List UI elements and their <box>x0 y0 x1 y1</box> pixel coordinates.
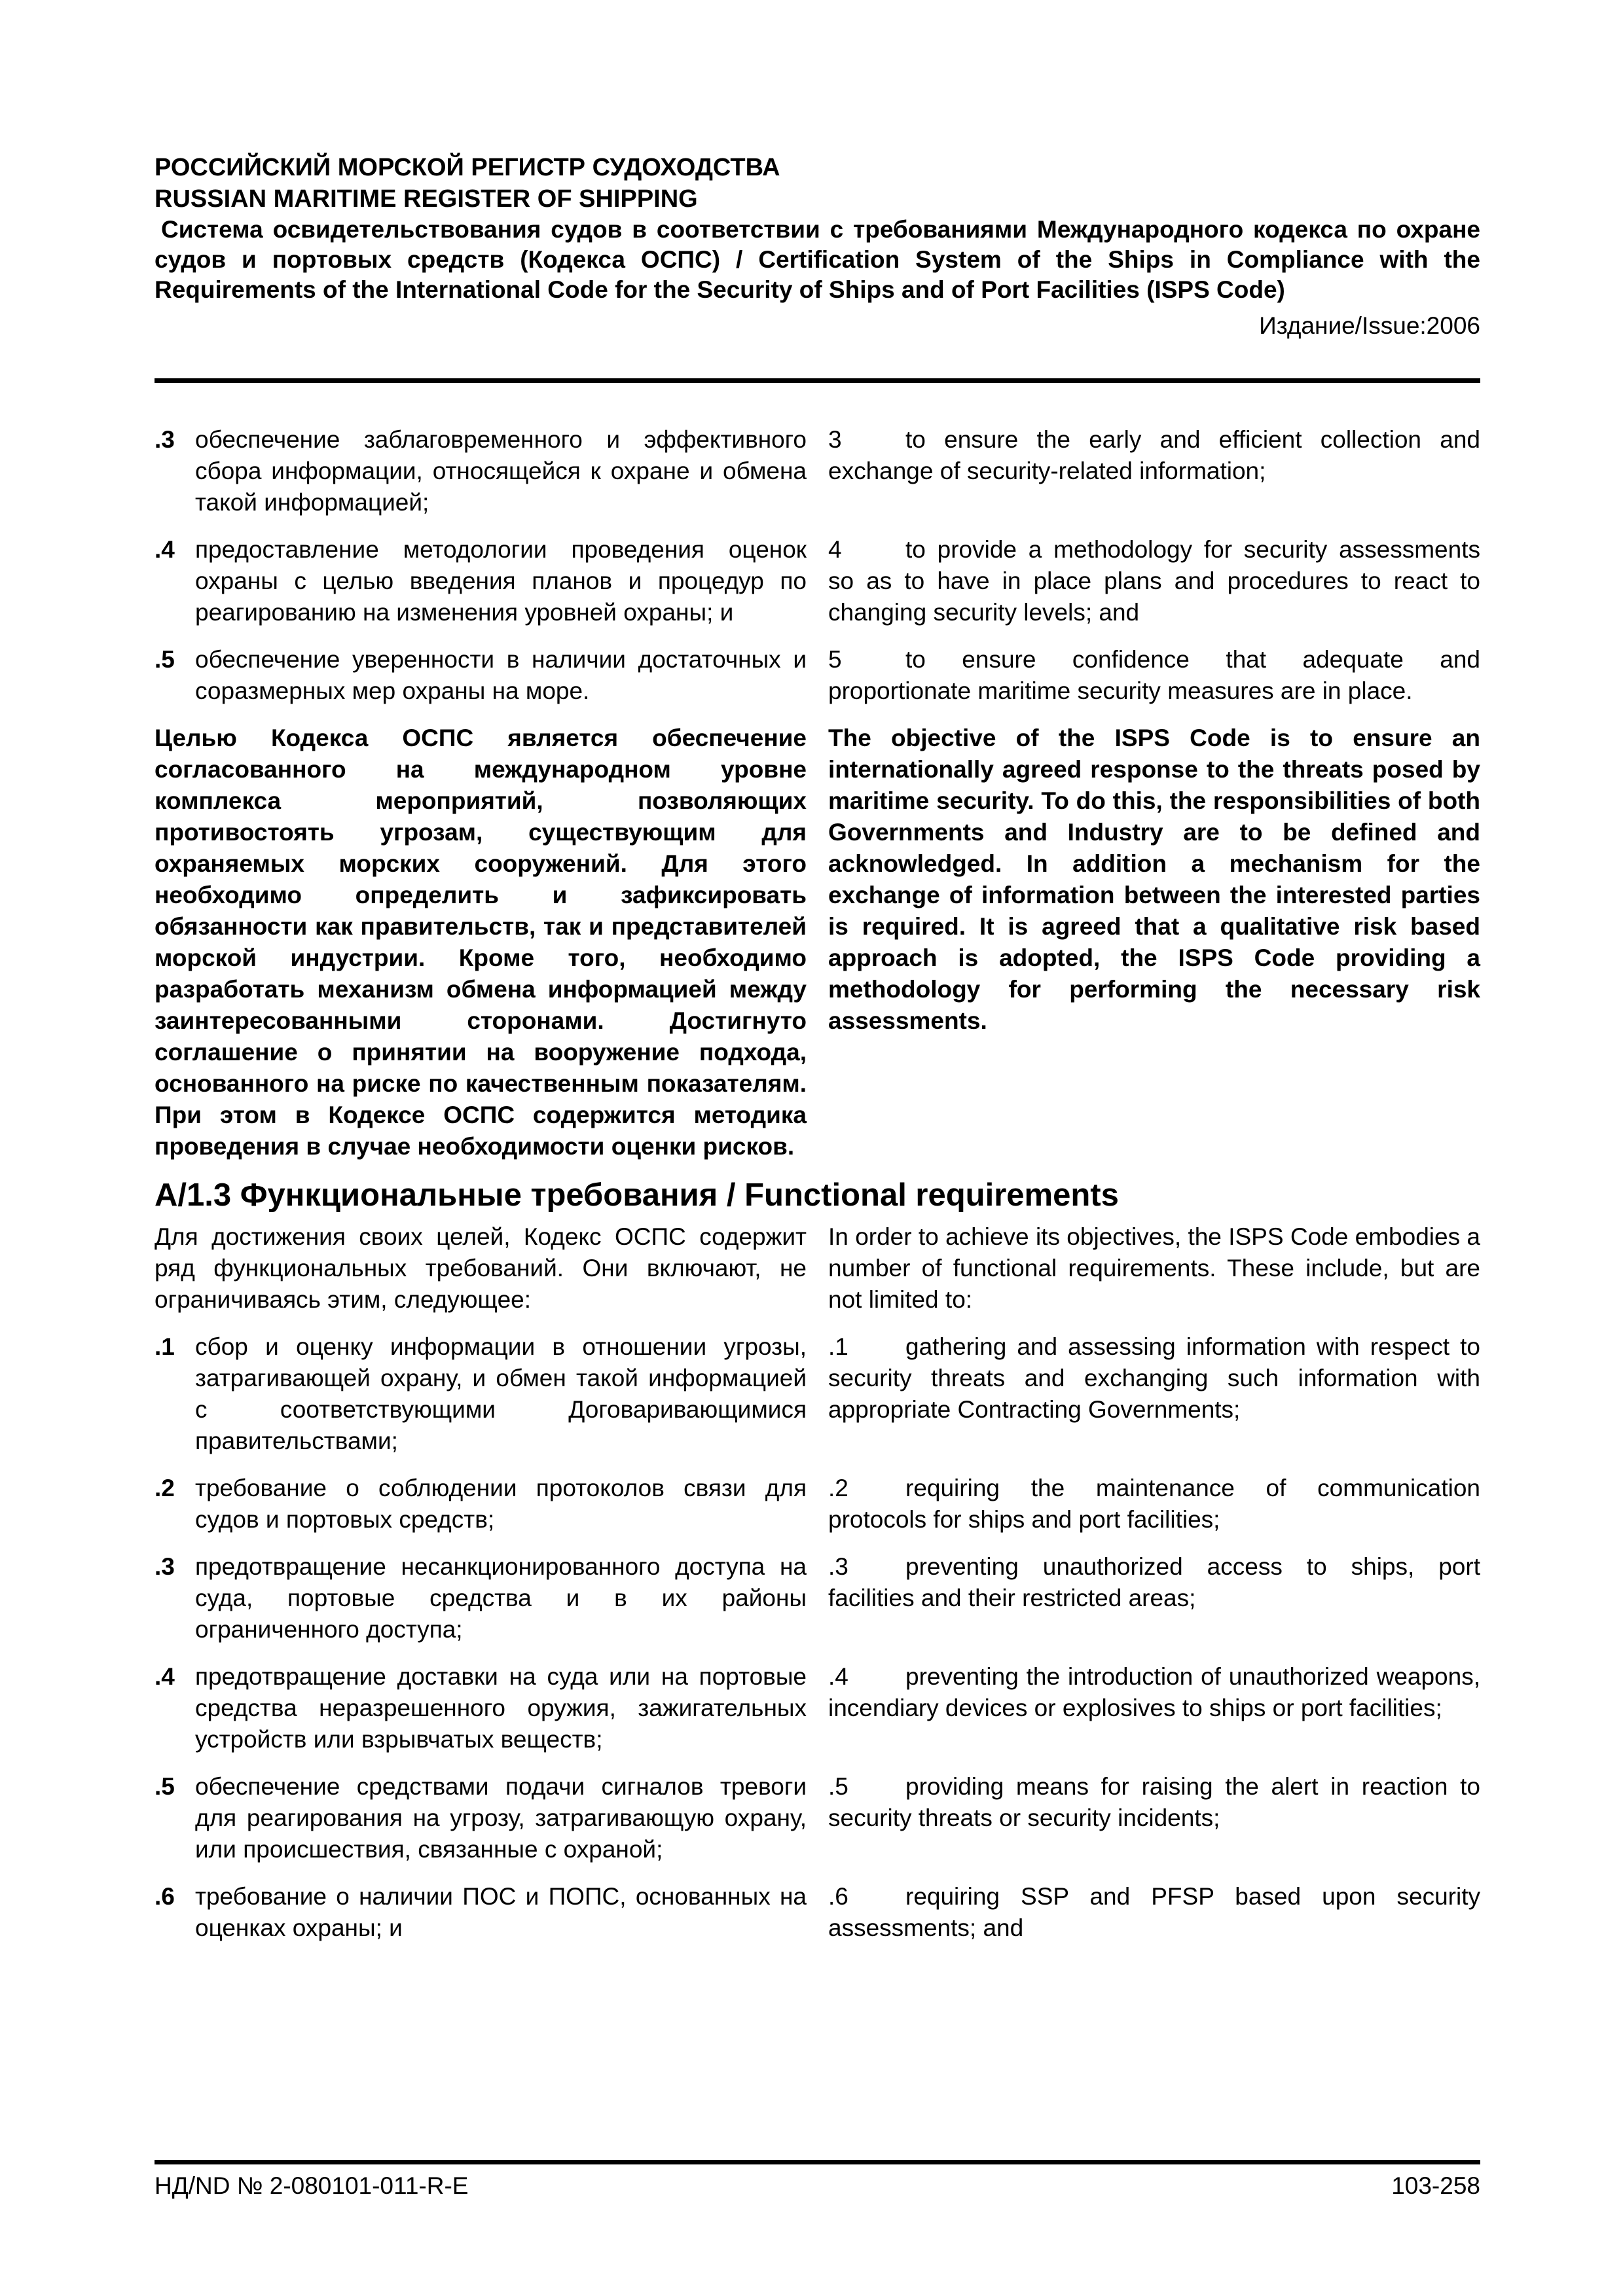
item-text-en: to ensure the early and efficient collection and exchange of security-related information; <box>828 426 1480 484</box>
list-item <box>155 1473 1480 1535</box>
item-text-ru: предотвращение доставки на суда или на портовые средства неразрешенного оружия, зажигательных устройств или взрывчатых веществ; <box>195 1663 807 1753</box>
list-item <box>155 534 1480 628</box>
org-name-en: RUSSIAN MARITIME REGISTER OF SHIPPING <box>155 185 698 213</box>
item-text-ru: требование о наличии ПОС и ПОПС, основанных на оценках охраны; и <box>195 1883 807 1941</box>
item-number-en: 3 <box>828 426 842 453</box>
section-heading: А/1.3 Функциональные требования / Functional requirements <box>155 1177 1119 1213</box>
item-text-ru: сбор и оценку информации в отношении угрозы, затрагивающей охрану, и обмен такой информацией с соответствующими Договаривающимися правительствами; <box>195 1333 807 1454</box>
list-item <box>155 1331 1480 1457</box>
item-number-ru: .4 <box>155 1663 175 1690</box>
item-text-en: preventing unauthorized access to ships, port facilities and their restricted areas; <box>828 1553 1480 1611</box>
org-name-ru: РОССИЙСКИЙ МОРСКОЙ РЕГИСТР СУДОХОДСТВА <box>155 154 780 181</box>
item-text-ru: требование о соблюдении протоколов связи для судов и портовых средств; <box>195 1475 807 1533</box>
issue-label: Издание/Issue:2006 <box>1259 312 1480 339</box>
item-number-en: .1 <box>828 1333 848 1360</box>
item-number-en: .6 <box>828 1883 848 1910</box>
item-number-ru: .3 <box>155 1553 175 1580</box>
item-text-en: requiring the maintenance of communication protocols for ships and port facilities; <box>828 1475 1480 1533</box>
header-divider <box>155 378 1480 383</box>
section-intro <box>155 1221 1480 1316</box>
item-text-ru: предотвращение несанкционированного доступа на суда, портовые средства и в их районы ограниченного доступа; <box>195 1553 807 1643</box>
item-text-ru: предоставление методологии проведения оценок охраны с целью введения планов и процедур по реагированию на изменения уровней охраны; и <box>195 536 807 626</box>
page-header <box>155 152 1480 342</box>
intro-text-en: In order to achieve its objectives, the ISPS Code embodies a number of functional requirements. These include, but are not limited to: <box>828 1223 1480 1313</box>
list-item <box>155 424 1480 518</box>
page-number: 103-258 <box>1391 2172 1480 2199</box>
item-text-en: to provide a methodology for security assessments so as to have in place plans and procedures to react to changing security levels; and <box>828 536 1480 626</box>
item-number-ru: .5 <box>155 1773 175 1800</box>
item-text-ru: обеспечение заблаговременного и эффективного сбора информации, относящейся к охране и обмена такой информацией; <box>195 426 807 516</box>
item-number-en: 5 <box>828 646 842 673</box>
item-number-ru: .5 <box>155 646 175 673</box>
item-number-en: .4 <box>828 1663 848 1690</box>
item-number-en: .2 <box>828 1475 848 1501</box>
list-item <box>155 644 1480 707</box>
item-text-ru: обеспечение средствами подачи сигналов тревоги для реагирования на угрозу, затрагивающую охрану, или происшествия, связанные с охраной; <box>195 1773 807 1863</box>
item-text-en: providing means for raising the alert in reaction to security threats or security incidents; <box>828 1773 1480 1831</box>
list-item <box>155 1551 1480 1645</box>
list-item <box>155 1771 1480 1865</box>
objective-paragraph <box>155 723 1480 1162</box>
item-number-en: .5 <box>828 1773 848 1800</box>
item-number-en: .3 <box>828 1553 848 1580</box>
page-footer <box>155 2170 1480 2202</box>
item-text-en: requiring SSP and PFSP based upon security assessments; and <box>828 1883 1480 1941</box>
objective-text-en: The objective of the ISPS Code is to ensure an internationally agreed response to the threats posed by maritime security. To do this, the responsibilities of both Governments and Industry are to be defined and acknowledged. In addition a mechanism for the exchange of information between the interested parties is required. It is agreed that a qualitative risk based approach is adopted, the ISPS Code providing a methodology for performing the necessary risk assessments. <box>828 725 1480 1034</box>
item-number-ru: .4 <box>155 536 175 563</box>
system-title: Система освидетельствования судов в соответствии с требованиями Международного кодекса по охране судов и портовых средств (Кодекса ОСПС) / Certification System of the Ships in Compliance with the Requirements of the International Code for the Security of Ships and of Port Facilities (ISPS Code) <box>155 216 1480 303</box>
item-number-ru: .6 <box>155 1883 175 1910</box>
document-number: НД/ND № 2-080101-011-R-E <box>155 2172 469 2199</box>
list-item <box>155 1661 1480 1755</box>
item-text-en: gathering and assessing information with respect to security threats and exchanging such information with appropriate Contracting Governments; <box>828 1333 1480 1423</box>
objective-text-ru: Целью Кодекса ОСПС является обеспечение согласованного на международном уровне комплекса мероприятий, позволяющих противостоять угрозам, существующим для охраняемых морских сооружений. Для этого необходимо определить и зафиксировать обязанности как правительств, так и представителей морской индустрии. Кроме того, необходимо разработать механизм обмена информацией между заинтересованными сторонами. Достигнуто соглашение о принятии на вооружение подхода, основанного на риске по качественным показателям. При этом в Кодексе ОСПС содержится методика проведения в случае необходимости оценки рисков. <box>155 725 807 1160</box>
footer-divider <box>155 2160 1480 2164</box>
item-text-ru: обеспечение уверенности в наличии достаточных и соразмерных мер охраны на море. <box>195 646 807 704</box>
item-number-ru: .1 <box>155 1333 175 1360</box>
list-item <box>155 1881 1480 1944</box>
intro-text-ru: Для достижения своих целей, Кодекс ОСПС содержит ряд функциональных требований. Они включают, не ограничиваясь этим, следующее: <box>155 1223 807 1313</box>
item-text-en: to ensure confidence that adequate and proportionate maritime security measures are in place. <box>828 646 1480 704</box>
item-number-ru: .3 <box>155 426 175 453</box>
item-text-en: preventing the introduction of unauthorized weapons, incendiary devices or explosives to ships or port facilities; <box>828 1663 1480 1721</box>
item-number-en: 4 <box>828 536 842 563</box>
page-body <box>155 424 1480 1960</box>
item-number-ru: .2 <box>155 1475 175 1501</box>
